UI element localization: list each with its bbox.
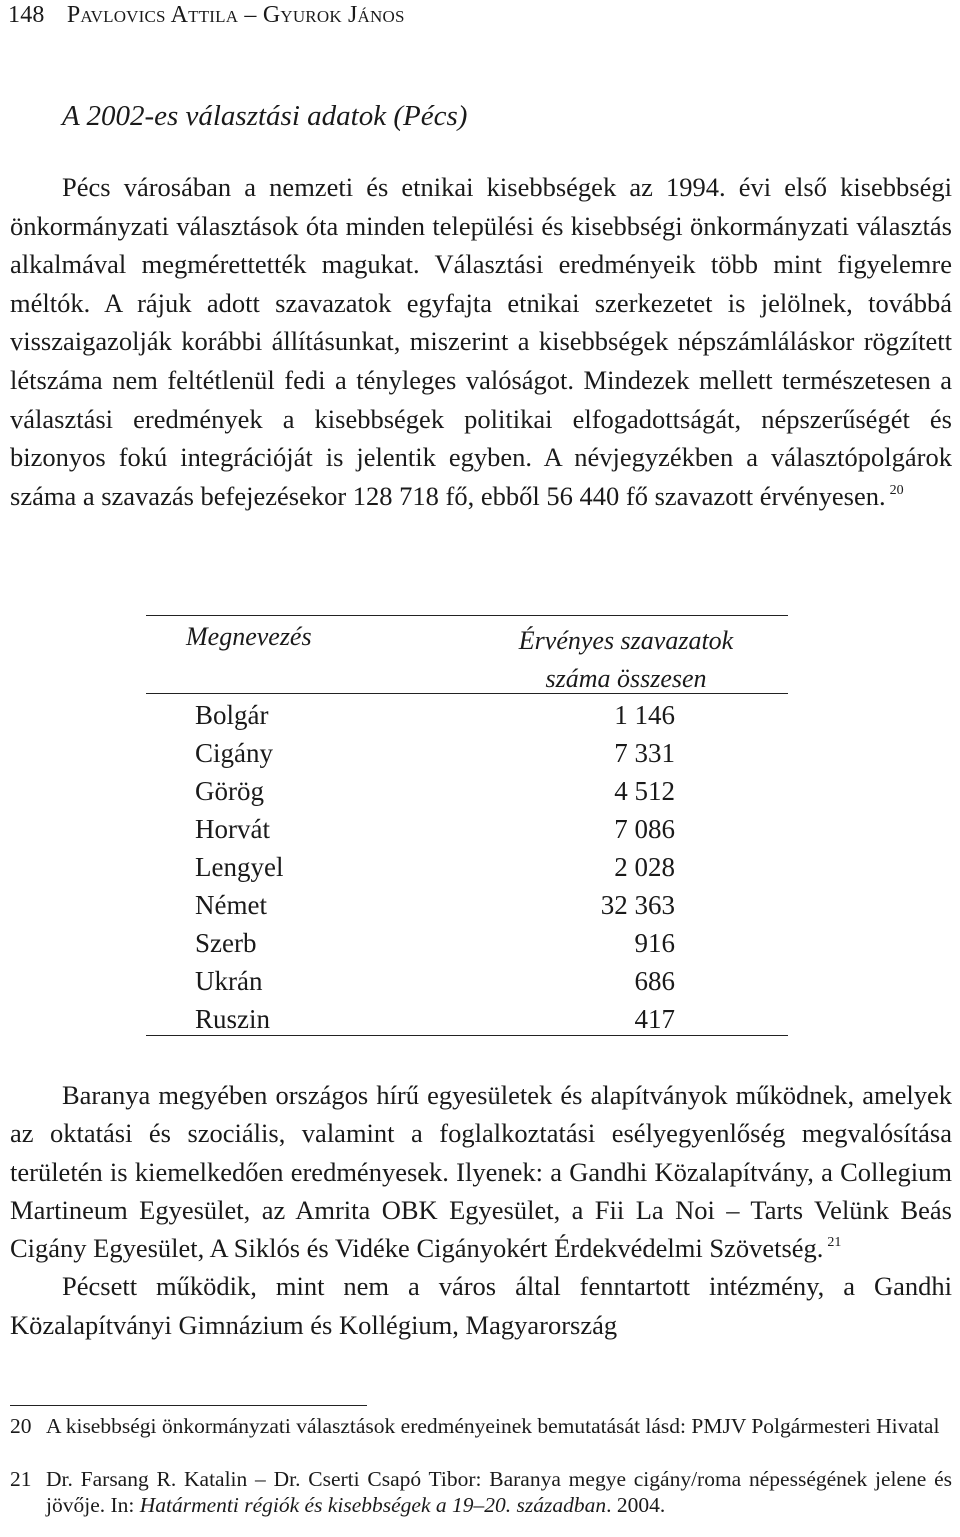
minority-name: Bolgár: [195, 700, 269, 730]
footnote-number: 21: [10, 1467, 32, 1491]
valid-votes: 2 028: [614, 852, 675, 882]
running-head-authors: Pavlovics Attila – Gyurok János: [66, 2, 405, 28]
section-title: A 2002-es választási adatok (Pécs): [62, 100, 468, 132]
body-paragraph-2: [10, 1076, 952, 1344]
table-row: [146, 776, 788, 814]
valid-votes: 916: [634, 928, 675, 958]
footnote-21: [10, 1466, 952, 1518]
paragraph-2-text: Baranya megyében országos hírű egyesületek és alapítványok működnek, amelyek az oktatási és szociális, valamint a foglalkoztatási esélyegyenlőség megvalósítása területén is kiemelkedően eredményesek. Ilyenek: a Gandhi Közalapítvány, a Collegium Martineum Egyesület, az Amrita OBK Egyesület, a Fii La Noi – Tarts Velünk Beás Cigány Egyesület, A Siklós és Vidéke Cigányokért Érdekvédelmi Szövetség.: [10, 1080, 952, 1264]
column-header-votes-line2: száma összesen: [545, 664, 707, 693]
footnote-separator: [10, 1405, 367, 1406]
table-row: [146, 700, 788, 738]
valid-votes: 1 146: [614, 700, 675, 730]
column-header-votes: [491, 622, 761, 698]
footnote-number: 20: [10, 1414, 32, 1438]
footnote-text: A kisebbségi önkormányzati választások eredményeinek bemutatását lásd: PMJV Polgármesteri Hivatal: [46, 1414, 940, 1438]
column-header-name: Megnevezés: [186, 622, 312, 651]
minority-name: Görög: [195, 776, 264, 806]
valid-votes: 686: [634, 966, 675, 996]
table-row: [146, 890, 788, 928]
footnote-ref-21[interactable]: 21: [827, 1235, 842, 1251]
table-row: [146, 966, 788, 1004]
table-row: [146, 814, 788, 852]
minority-name: Német: [195, 890, 267, 920]
running-head: [8, 2, 405, 29]
footnote-20: [10, 1413, 952, 1439]
paragraph-2-continuation: Pécsett működik, mint nem a város által fenntartott intézmény, a Gandhi Közalapítványi Gimnázium és Kollégium, Magyarország: [10, 1271, 952, 1340]
table-row: [146, 738, 788, 776]
minority-name: Ruszin: [195, 1004, 271, 1034]
valid-votes: 4 512: [614, 776, 675, 806]
column-header-votes-line1: Érvényes szavazatok: [518, 626, 734, 655]
table-row: [146, 852, 788, 890]
valid-votes: 7 086: [614, 814, 675, 844]
body-paragraph-1: [10, 168, 952, 515]
table-top-rule: [146, 615, 788, 616]
footnote-text-end: . 2004.: [606, 1493, 666, 1517]
minority-name: Szerb: [195, 928, 257, 958]
paragraph-1-text: Pécs városában a nemzeti és etnikai kisebbségek az 1994. évi első kisebbségi önkormányzati választások óta minden települési és kisebbségi önkormányzati választás alkalmával megmérettették magukat. Választási eredményeik több mint figyelemre méltók. A rájuk adott szavazatok egyfajta etnikai szerkezetet is jelölnek, továbbá visszaigazolják korábbi állításunkat, miszerint a kisebbségek népszámláláskor rögzített létszáma nem feltétlenül fedi a tényleges valóságot. Mindezek mellett természetesen a választási eredmények a kisebbségek politikai elfogadottságát, népszerűségét és bizonyos fokú integrációját is jelentik egyben. A névjegyzékben a választópolgárok száma a szavazás befejezésekor 128 718 fő, ebből 56 440 fő szavazott érvényesen.: [10, 172, 952, 511]
table-row: [146, 1004, 788, 1042]
valid-votes: 417: [634, 1004, 675, 1034]
page-number: 148: [8, 2, 45, 28]
valid-votes: 7 331: [614, 738, 675, 768]
footnote-book-title: Határmenti régiók és kisebbségek a 19–20. században: [139, 1493, 607, 1517]
valid-votes: 32 363: [600, 890, 675, 920]
minority-name: Ukrán: [195, 966, 263, 996]
minority-name: Lengyel: [195, 852, 284, 882]
minority-name: Cigány: [195, 738, 273, 768]
minority-name: Horvát: [195, 814, 270, 844]
table-bottom-rule: [146, 1035, 788, 1036]
table-row: [146, 928, 788, 966]
footnote-ref-20[interactable]: 20: [889, 482, 904, 498]
footnote-text: [46, 1466, 952, 1518]
footnote-text-plain: Dr. Farsang R. Katalin – Dr. Cserti Csapó Tibor: Baranya megye cigány/roma népességének jelene és jövője. In:: [46, 1467, 952, 1517]
table-header-rule: [146, 693, 788, 694]
